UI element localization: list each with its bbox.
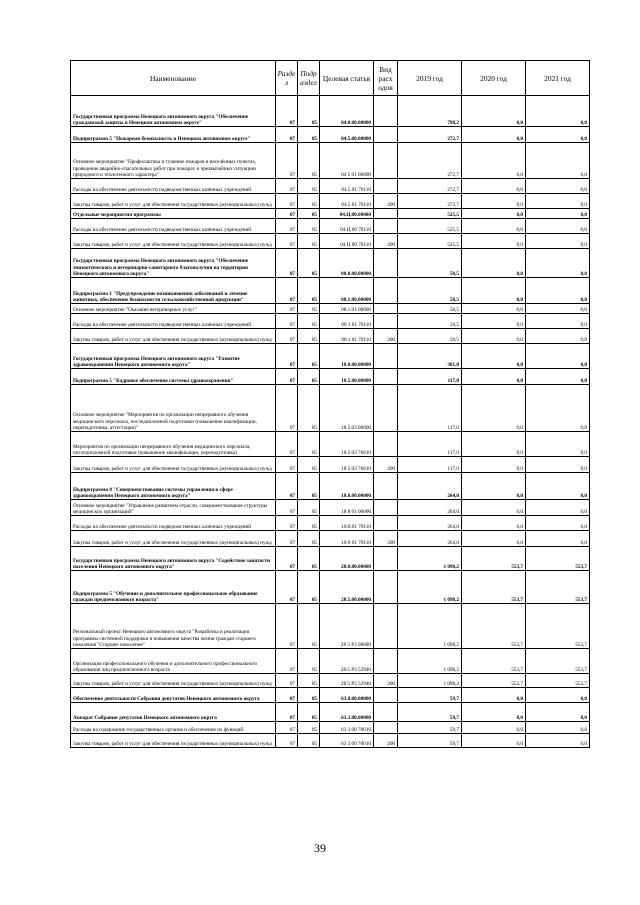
row-value-2019: 525,5 [398, 234, 462, 249]
table-row [71, 143, 590, 179]
row-target-article: 04.5 01 70110 [320, 179, 374, 194]
row-target-article: 18.8.00.00000 [320, 473, 374, 500]
row-target-article: 18 8 01 00000 [320, 500, 374, 516]
row-value-2021: 0,0 [526, 734, 590, 748]
row-target-article: 18.8.01 70110 [320, 516, 374, 531]
row-expense-type [374, 703, 398, 722]
row-section: 07 [276, 127, 298, 143]
row-section: 07 [276, 179, 298, 194]
row-value-2021: 553,7 [526, 674, 590, 688]
row-value-2021: 0,0 [526, 722, 590, 734]
row-section: 07 [276, 649, 298, 674]
row-section: 07 [276, 674, 298, 688]
row-expense-type: 200 [374, 531, 398, 547]
row-expense-type [374, 385, 398, 432]
table-row [71, 688, 590, 703]
row-value-2019: 272,7 [398, 143, 462, 179]
row-section: 07 [276, 329, 298, 344]
table-row [71, 457, 590, 473]
row-section: 07 [276, 500, 298, 516]
table-row [71, 96, 590, 127]
row-value-2020: 553,7 [462, 571, 526, 604]
table-row [71, 432, 590, 457]
row-expense-type: 200 [374, 734, 398, 748]
table-row [71, 473, 590, 500]
row-name: Региональный проект Ненецкого автономного округа "Разработка и реализация программы системной поддержки и повышения качества жизни граждан старшего поколения "Старшее поколение" [71, 604, 276, 649]
row-value-2020: 0,0 [462, 249, 526, 278]
row-value-2021: 0,0 [526, 234, 590, 249]
row-subsection: 05 [298, 432, 320, 457]
row-value-2019: 264,0 [398, 531, 462, 547]
row-name: Расходы на обеспечение деятельности подведомственных казённых учреждений [71, 516, 276, 531]
row-name: Расходы на обеспечение деятельности подведомственных казённых учреждений [71, 179, 276, 194]
row-target-article: 28 5 P3 00000 [320, 604, 374, 649]
page-number: 39 [314, 841, 326, 855]
row-value-2019: 58,5 [398, 314, 462, 329]
table-row [71, 649, 590, 674]
row-expense-type [374, 143, 398, 179]
row-target-article: 63 3 00 70010 [320, 734, 374, 748]
row-name: Подпрограмма 5 "Кадровое обеспечение системы здравоохранения" [71, 369, 276, 385]
header-2021: 2021 год [526, 61, 590, 96]
row-value-2021: 0,0 [526, 143, 590, 179]
row-value-2021: 0,0 [526, 96, 590, 127]
row-subsection: 05 [298, 194, 320, 209]
row-expense-type: 200 [374, 457, 398, 473]
row-value-2021: 0,0 [526, 500, 590, 516]
row-value-2021: 0,0 [526, 219, 590, 234]
row-value-2020: 0,0 [462, 179, 526, 194]
row-target-article: 04.5.00.00000 [320, 127, 374, 143]
row-value-2019: 117,0 [398, 385, 462, 432]
row-section: 07 [276, 473, 298, 500]
row-target-article: 08.1.00.00000 [320, 278, 374, 304]
row-expense-type [374, 314, 398, 329]
row-name: Подпрограмма 1 "Предупреждение возникновения заболеваний и лечение животных, обеспечение безопасности сельскохозяйственной продукции" [71, 278, 276, 304]
budget-table [70, 60, 590, 748]
row-value-2021: 0,0 [526, 278, 590, 304]
row-value-2019: 59,7 [398, 703, 462, 722]
row-value-2019: 381,0 [398, 344, 462, 369]
row-value-2019: 117,0 [398, 369, 462, 385]
row-name: Государственная программа Ненецкого автономного округа "Содействие занятости населения Ненецкого автономного округа" [71, 547, 276, 571]
row-value-2020: 0,0 [462, 234, 526, 249]
row-section: 07 [276, 304, 298, 314]
row-value-2021: 0,0 [526, 531, 590, 547]
row-name: Организация профессионального обучения и дополнительного профессионального образования лиц предпенсионного возраста [71, 649, 276, 674]
table-row [71, 179, 590, 194]
row-name: Закупка товаров, работ и услуг для обеспечения государственных (муниципальных) нужд [71, 234, 276, 249]
row-name: Закупка товаров, работ и услуг для обеспечения государственных (муниципальных) нужд [71, 734, 276, 748]
row-expense-type [374, 209, 398, 219]
row-expense-type [374, 179, 398, 194]
row-name: Основное мероприятие "Оказание ветеринарных услуг" [71, 304, 276, 314]
row-value-2019: 117,0 [398, 457, 462, 473]
row-value-2019: 525,5 [398, 209, 462, 219]
row-name: Расходы на обеспечение деятельности подведомственных казённых учреждений [71, 219, 276, 234]
row-value-2021: 0,0 [526, 516, 590, 531]
row-expense-type: 200 [374, 194, 398, 209]
row-value-2019: 1 098,2 [398, 604, 462, 649]
row-value-2021: 0,0 [526, 329, 590, 344]
row-value-2019: 272,7 [398, 179, 462, 194]
row-value-2019: 798,2 [398, 96, 462, 127]
table-row [71, 385, 590, 432]
row-name: Подпрограмма 8 "Совершенствование системы управления в сфере здравоохранения Ненецкого автономного округа" [71, 473, 276, 500]
row-expense-type [374, 688, 398, 703]
row-value-2019: 1 098,2 [398, 674, 462, 688]
row-value-2021: 0,0 [526, 194, 590, 209]
row-value-2019: 1 098,2 [398, 571, 462, 604]
row-target-article: 04 Ц 00 70110 [320, 234, 374, 249]
row-expense-type [374, 500, 398, 516]
row-subsection: 05 [298, 571, 320, 604]
row-section: 07 [276, 96, 298, 127]
row-section: 07 [276, 703, 298, 722]
row-value-2021: 0,0 [526, 369, 590, 385]
row-value-2020: 553,7 [462, 674, 526, 688]
row-value-2021: 0,0 [526, 473, 590, 500]
row-value-2020: 0,0 [462, 688, 526, 703]
row-subsection: 05 [298, 369, 320, 385]
row-subsection: 05 [298, 547, 320, 571]
table-row [71, 369, 590, 385]
header-expense-type: Вид расх одов [374, 61, 398, 96]
row-target-article: 08 1 01 70110 [320, 314, 374, 329]
row-name: Обеспечение деятельности Собрания депутатов Ненецкого автономного округа [71, 688, 276, 703]
row-expense-type [374, 344, 398, 369]
table-row [71, 547, 590, 571]
row-value-2021: 0,0 [526, 432, 590, 457]
table-row [71, 531, 590, 547]
header-subsection: Подр аздел [298, 61, 320, 96]
row-target-article: 04.5 01 70110 [320, 194, 374, 209]
row-subsection: 05 [298, 473, 320, 500]
row-value-2020: 0,0 [462, 278, 526, 304]
row-value-2021: 0,0 [526, 457, 590, 473]
row-target-article: 18 8 01 70110 [320, 531, 374, 547]
row-value-2020: 0,0 [462, 722, 526, 734]
row-target-article: 63.0.00.00000 [320, 688, 374, 703]
row-name: Аппарат Собрания депутатов Ненецкого автономного округа [71, 703, 276, 722]
row-value-2021: 0,0 [526, 127, 590, 143]
row-value-2019: 1 098,2 [398, 649, 462, 674]
row-expense-type [374, 96, 398, 127]
table-row [71, 516, 590, 531]
row-section: 07 [276, 385, 298, 432]
row-subsection: 05 [298, 278, 320, 304]
row-value-2019: 1 098,2 [398, 547, 462, 571]
row-section: 07 [276, 194, 298, 209]
row-section: 07 [276, 531, 298, 547]
row-target-article: 28.5.00.00000 [320, 571, 374, 604]
row-value-2020: 0,0 [462, 209, 526, 219]
table-row [71, 219, 590, 234]
row-value-2019: 272,7 [398, 127, 462, 143]
row-subsection: 05 [298, 722, 320, 734]
row-subsection: 05 [298, 674, 320, 688]
row-subsection: 05 [298, 531, 320, 547]
row-value-2021: 0,0 [526, 344, 590, 369]
row-name: Подпрограмма 5 "Обучение и дополнительное профессиональное образование граждан предпенсионного возраста" [71, 571, 276, 604]
row-expense-type: 200 [374, 234, 398, 249]
row-target-article: 04.Ц.00.00000 [320, 209, 374, 219]
table-row [71, 304, 590, 314]
row-value-2019: 58,5 [398, 329, 462, 344]
row-subsection: 05 [298, 304, 320, 314]
row-section: 07 [276, 143, 298, 179]
row-name: Отдельные мероприятия программы [71, 209, 276, 219]
table-header-row [71, 61, 590, 96]
row-target-article: 28.0.00.00000 [320, 547, 374, 571]
table-row [71, 314, 590, 329]
row-subsection: 05 [298, 314, 320, 329]
header-2020: 2020 год [462, 61, 526, 96]
table-row [71, 209, 590, 219]
row-subsection: 05 [298, 143, 320, 179]
row-value-2021: 0,0 [526, 179, 590, 194]
row-section: 07 [276, 688, 298, 703]
row-expense-type [374, 649, 398, 674]
row-subsection: 05 [298, 249, 320, 278]
row-value-2020: 0,0 [462, 500, 526, 516]
row-subsection: 05 [298, 649, 320, 674]
row-value-2019: 117,0 [398, 432, 462, 457]
row-target-article: 04 5 01 00000 [320, 143, 374, 179]
row-value-2019: 264,0 [398, 516, 462, 531]
row-target-article: 08.1.01 00000 [320, 304, 374, 314]
row-section: 07 [276, 722, 298, 734]
row-value-2020: 0,0 [462, 329, 526, 344]
row-section: 07 [276, 571, 298, 604]
row-name: Мероприятия по организации непрерывного обучения медицинского персонала, последипломной подготовки (повышение квалификации, переподготовка) [71, 432, 276, 457]
row-value-2020: 0,0 [462, 96, 526, 127]
row-name: Расходы на обеспечение деятельности подведомственных казённых учреждений [71, 314, 276, 329]
row-expense-type: 200 [374, 329, 398, 344]
row-value-2019: 59,7 [398, 734, 462, 748]
table-row [71, 703, 590, 722]
row-subsection: 05 [298, 329, 320, 344]
row-name: Государственная программа Ненецкого автономного округа "Обеспечение гражданской защиты в Ненецком автономном округе" [71, 96, 276, 127]
row-section: 07 [276, 516, 298, 531]
row-target-article: 18 5.03.00000 [320, 385, 374, 432]
row-value-2019: 264,0 [398, 500, 462, 516]
row-section: 07 [276, 234, 298, 249]
row-value-2019: 264,0 [398, 473, 462, 500]
row-subsection: 05 [298, 500, 320, 516]
row-value-2021: 0,0 [526, 209, 590, 219]
row-section: 07 [276, 344, 298, 369]
row-value-2019: 58,5 [398, 278, 462, 304]
header-section: Разде л [276, 61, 298, 96]
row-expense-type [374, 304, 398, 314]
row-value-2020: 0,0 [462, 516, 526, 531]
row-value-2020: 0,0 [462, 314, 526, 329]
row-section: 07 [276, 209, 298, 219]
row-section: 07 [276, 249, 298, 278]
row-target-article: 28 5 P3 52940 [320, 674, 374, 688]
table-row [71, 329, 590, 344]
row-value-2019: 58,5 [398, 304, 462, 314]
row-expense-type: 200 [374, 674, 398, 688]
header-name: Наименование [71, 61, 276, 96]
row-target-article: 18 5 03 76610 [320, 457, 374, 473]
row-value-2020: 0,0 [462, 369, 526, 385]
row-expense-type [374, 722, 398, 734]
table-row [71, 674, 590, 688]
row-name: Закупка товаров, работ и услуг для обеспечения государственных (муниципальных) нужд [71, 329, 276, 344]
table-row [71, 604, 590, 649]
row-value-2019: 59,7 [398, 722, 462, 734]
row-name: Закупка товаров, работ и услуг для обеспечения государственных (муниципальных) нужд [71, 531, 276, 547]
row-subsection: 05 [298, 234, 320, 249]
row-expense-type [374, 369, 398, 385]
row-name: Закупка товаров, работ и услуг для обеспечения государственных (муниципальных) нужд [71, 194, 276, 209]
row-value-2019: 525,5 [398, 219, 462, 234]
row-expense-type [374, 432, 398, 457]
table-row [71, 734, 590, 748]
row-value-2020: 0,0 [462, 143, 526, 179]
row-value-2020: 553,7 [462, 547, 526, 571]
row-value-2021: 0,0 [526, 688, 590, 703]
row-expense-type [374, 516, 398, 531]
table-row [71, 234, 590, 249]
row-value-2021: 0,0 [526, 703, 590, 722]
table-row [71, 571, 590, 604]
row-value-2021: 553,7 [526, 571, 590, 604]
row-expense-type [374, 249, 398, 278]
row-value-2020: 553,7 [462, 604, 526, 649]
row-section: 07 [276, 369, 298, 385]
row-value-2019: 58,5 [398, 249, 462, 278]
row-value-2021: 0,0 [526, 304, 590, 314]
row-target-article: 08.0.00.00000 [320, 249, 374, 278]
row-value-2021: 0,0 [526, 249, 590, 278]
row-name: Закупка товаров, работ и услуг для обеспечения государственных (муниципальных) нужд [71, 674, 276, 688]
row-expense-type [374, 278, 398, 304]
row-subsection: 05 [298, 734, 320, 748]
table-row [71, 722, 590, 734]
row-target-article: 63.3.00.00000 [320, 703, 374, 722]
row-name: Подпрограмма 5 "Пожарная безопасность в Ненецком автономном округе" [71, 127, 276, 143]
row-target-article: 18.5.00.00000 [320, 369, 374, 385]
row-subsection: 05 [298, 604, 320, 649]
row-expense-type [374, 604, 398, 649]
row-value-2020: 0,0 [462, 344, 526, 369]
row-name: Основное мероприятие "Управление развитием отрасли, совершенствование структуры медицинских организаций" [71, 500, 276, 516]
row-value-2020: 0,0 [462, 219, 526, 234]
row-section: 07 [276, 219, 298, 234]
row-subsection: 05 [298, 688, 320, 703]
row-value-2020: 0,0 [462, 304, 526, 314]
table-row [71, 278, 590, 304]
row-subsection: 05 [298, 209, 320, 219]
row-value-2020: 0,0 [462, 457, 526, 473]
row-subsection: 05 [298, 179, 320, 194]
row-name: Расходы на содержание государственных органов и обеспечение их функций [71, 722, 276, 734]
row-value-2020: 0,0 [462, 194, 526, 209]
row-value-2021: 0,0 [526, 314, 590, 329]
row-value-2020: 0,0 [462, 531, 526, 547]
row-expense-type [374, 547, 398, 571]
row-value-2021: 0,0 [526, 385, 590, 432]
row-subsection: 05 [298, 96, 320, 127]
row-value-2019: 59,7 [398, 688, 462, 703]
row-target-article: 28.5 P3 52940 [320, 649, 374, 674]
table-row [71, 194, 590, 209]
row-subsection: 05 [298, 127, 320, 143]
row-subsection: 05 [298, 516, 320, 531]
row-subsection: 05 [298, 219, 320, 234]
row-section: 07 [276, 432, 298, 457]
row-target-article: 63 3 00 70010 [320, 722, 374, 734]
row-name: Основное мероприятие "Профилактика и тушение пожаров в населённых пунктах, проведение аварийно-спасательных работ при пожарах и чрезвычайных ситуациях природного и техногенного характера" [71, 143, 276, 179]
row-target-article: 18.5 03 76610 [320, 432, 374, 457]
table-row [71, 344, 590, 369]
row-value-2020: 0,0 [462, 127, 526, 143]
row-value-2020: 0,0 [462, 473, 526, 500]
row-subsection: 05 [298, 703, 320, 722]
row-value-2020: 0,0 [462, 734, 526, 748]
row-target-article: 18.0.00.00000 [320, 344, 374, 369]
row-name: Государственная программа Ненецкого автономного округа "Обеспечение эпизоотического и ветеринарно-санитарного благополучия на территории Ненецкого автономного округа" [71, 249, 276, 278]
header-2019: 2019 год [398, 61, 462, 96]
row-value-2020: 0,0 [462, 385, 526, 432]
row-expense-type [374, 127, 398, 143]
row-expense-type [374, 473, 398, 500]
row-value-2020: 553,7 [462, 649, 526, 674]
row-section: 07 [276, 314, 298, 329]
row-section: 07 [276, 457, 298, 473]
row-subsection: 05 [298, 385, 320, 432]
table-body [71, 96, 590, 748]
row-name: Государственная программа Ненецкого автономного округа "Развитие здравоохранения Ненецкого автономного округа" [71, 344, 276, 369]
row-section: 07 [276, 547, 298, 571]
table-row [71, 127, 590, 143]
row-subsection: 05 [298, 457, 320, 473]
row-subsection: 05 [298, 344, 320, 369]
row-value-2019: 272,7 [398, 194, 462, 209]
row-value-2020: 0,0 [462, 703, 526, 722]
row-expense-type [374, 571, 398, 604]
table-row [71, 500, 590, 516]
row-name: Закупка товаров, работ и услуг для обеспечения государственных (муниципальных) нужд [71, 457, 276, 473]
header-target-article: Целевая статья [320, 61, 374, 96]
row-value-2021: 553,7 [526, 649, 590, 674]
row-target-article: 04.0.00.00000 [320, 96, 374, 127]
row-value-2021: 553,7 [526, 547, 590, 571]
row-name: Основное мероприятие "Мероприятия по организации непрерывного обучения медицинского персонала, последипломной подготовки (повышение квалификации, переподготовка, аттестация)" [71, 385, 276, 432]
row-target-article: 08.1 01 70110 [320, 329, 374, 344]
row-value-2020: 0,0 [462, 432, 526, 457]
row-value-2021: 553,7 [526, 604, 590, 649]
row-expense-type [374, 219, 398, 234]
row-target-article: 04.Ц 00 70110 [320, 219, 374, 234]
table-row [71, 249, 590, 278]
row-section: 07 [276, 604, 298, 649]
row-section: 07 [276, 278, 298, 304]
row-section: 07 [276, 734, 298, 748]
